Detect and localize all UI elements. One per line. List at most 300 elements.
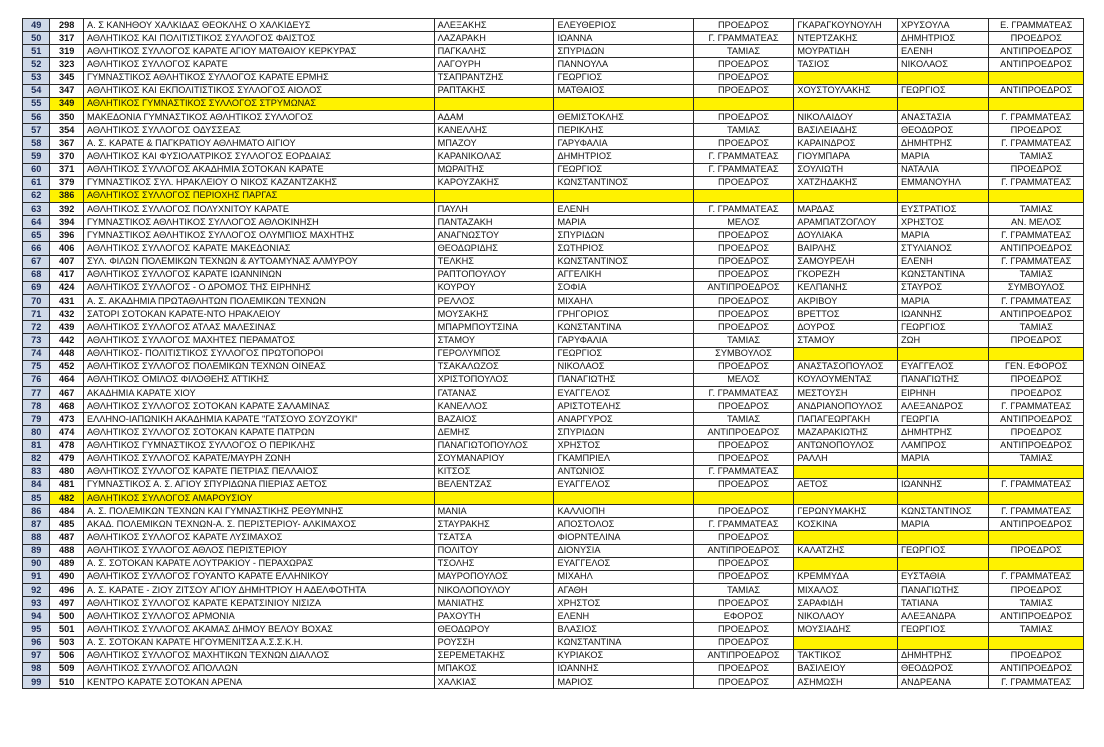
member2-role-cell: Γ. ΓΡΑΜΜΑΤΕΑΣ xyxy=(989,229,1084,242)
row-index-cell: 71 xyxy=(23,308,50,321)
member1-last-name-cell: ΤΣΟΛΗΣ xyxy=(434,557,554,570)
table-row xyxy=(23,308,1084,321)
member2-last-name-cell: ΣΤΑΜΟΥ xyxy=(794,334,898,347)
member1-role-cell: ΠΡΟΕΔΡΟΣ xyxy=(693,623,794,636)
club-name-cell: ΓΥΜΝΑΣΤΙΚΟΣ ΑΘΛΗΤΙΚΟΣ ΣΥΛΛΟΓΟΣ ΟΛΥΜΠΙΟΣ ΜΑΧΗΤΗΣ xyxy=(83,229,434,242)
club-number-cell: 488 xyxy=(50,544,84,557)
member1-role-cell: ΤΑΜΙΑΣ xyxy=(693,124,794,137)
member2-first-name-cell: ΕΛΕΝΗ xyxy=(897,255,988,268)
club-name-cell: Α. Σ. ΚΑΡΑΤΕ - ΖΙΟΥ ΖΙΤΣΟΥ ΑΓΙΟΥ ΔΗΜΗΤΡΙΟΥ Η ΑΔΕΛΦΟΤΗΤΑ xyxy=(83,584,434,597)
row-index-cell: 66 xyxy=(23,242,50,255)
member1-role-cell: ΠΡΟΕΔΡΟΣ xyxy=(693,294,794,307)
table-row xyxy=(23,124,1084,137)
member2-role-cell: Γ. ΓΡΑΜΜΑΤΕΑΣ xyxy=(989,255,1084,268)
member2-first-name-cell xyxy=(897,71,988,84)
member1-role-cell: ΕΦΟΡΟΣ xyxy=(693,610,794,623)
table-row xyxy=(23,163,1084,176)
member1-first-name-cell: ΜΙΧΑΗΛ xyxy=(554,294,693,307)
member2-last-name-cell: ΚΟΣΚΙΝΑ xyxy=(794,518,898,531)
member2-role-cell: ΣΥΜΒΟΥΛΟΣ xyxy=(989,281,1084,294)
table-row xyxy=(23,492,1084,505)
table-row xyxy=(23,58,1084,71)
club-name-cell: ΑΘΛΗΤΙΚΟΣ ΣΥΛΛΟΓΟΣ ΚΑΡΑΤΕ ΠΕΤΡΙΑΣ ΠΕΛΛΑΙΟΣ xyxy=(83,465,434,478)
member2-first-name-cell: ΔΗΜΗΤΡΗΣ xyxy=(897,137,988,150)
club-number-cell: 370 xyxy=(50,150,84,163)
member2-last-name-cell: ΚΑΡΑΙΝΔΡΟΣ xyxy=(794,137,898,150)
club-number-cell: 417 xyxy=(50,268,84,281)
club-name-cell: Α. Σ ΚΑΝΗΘΟΥ ΧΑΛΚΙΔΑΣ ΘΕΟΚΛΗΣ Ο ΧΑΛΚΙΔΕΥΣ xyxy=(83,19,434,32)
table-row xyxy=(23,386,1084,399)
member2-last-name-cell: ΧΑΤΖΗΔΑΚΗΣ xyxy=(794,176,898,189)
row-index-cell: 99 xyxy=(23,676,50,689)
member2-role-cell: ΠΡΟΕΔΡΟΣ xyxy=(989,426,1084,439)
member1-last-name-cell xyxy=(434,189,554,202)
member1-last-name-cell: ΡΕΛΛΟΣ xyxy=(434,294,554,307)
table-row xyxy=(23,255,1084,268)
club-number-cell: 485 xyxy=(50,518,84,531)
member2-role-cell: ΠΡΟΕΔΡΟΣ xyxy=(989,163,1084,176)
club-name-cell: ΜΑΚΕΔΟΝΙΑ ΓΥΜΝΑΣΤΙΚΟΣ ΑΘΛΗΤΙΚΟΣ ΣΥΛΛΟΓΟΣ xyxy=(83,110,434,123)
member1-first-name-cell: ΘΕΜΙΣΤΟΚΛΗΣ xyxy=(554,110,693,123)
row-index-cell: 85 xyxy=(23,492,50,505)
member1-first-name-cell: ΔΗΜΗΤΡΙΟΣ xyxy=(554,150,693,163)
member1-last-name-cell: ΑΛΕΞΑΚΗΣ xyxy=(434,19,554,32)
member2-last-name-cell: ΡΑΛΛΗ xyxy=(794,452,898,465)
member2-first-name-cell: ΧΡΥΣΟΥΛΑ xyxy=(897,19,988,32)
club-name-cell: ΑΘΛΗΤΙΚΟΣ ΣΥΛΛΟΓΟΣ ΣΟΤΟΚΑΝ ΚΑΡΑΤΕ ΣΑΛΑΜΙΝΑΣ xyxy=(83,400,434,413)
row-index-cell: 51 xyxy=(23,45,50,58)
row-index-cell: 82 xyxy=(23,452,50,465)
member2-role-cell: ΠΡΟΕΔΡΟΣ xyxy=(989,334,1084,347)
member2-role-cell: Γ. ΓΡΑΜΜΑΤΕΑΣ xyxy=(989,505,1084,518)
table-row xyxy=(23,505,1084,518)
table-row xyxy=(23,32,1084,45)
club-name-cell: ΣΑΤΟΡΙ ΣΟΤΟΚΑΝ ΚΑΡΑΤΕ-ΝΤΟ ΗΡΑΚΛΕΙΟΥ xyxy=(83,308,434,321)
table-row xyxy=(23,649,1084,662)
table-row xyxy=(23,19,1084,32)
club-name-cell: ΑΘΛΗΤΙΚΟΣ ΣΥΛΛΟΓΟΣ ΑΚΑΜΑΣ ΔΗΜΟΥ ΒΕΛΟΥ ΒΟΧΑΣ xyxy=(83,623,434,636)
member1-first-name-cell: ΑΠΟΣΤΟΛΟΣ xyxy=(554,518,693,531)
member2-role-cell: ΑΝΤΙΠΡΟΕΔΡΟΣ xyxy=(989,84,1084,97)
table-row xyxy=(23,347,1084,360)
club-number-cell: 345 xyxy=(50,71,84,84)
member2-role-cell: ΑΝΤΙΠΡΟΕΔΡΟΣ xyxy=(989,308,1084,321)
row-index-cell: 55 xyxy=(23,97,50,110)
member1-last-name-cell: ΓΑΤΑΝΑΣ xyxy=(434,386,554,399)
club-number-cell: 448 xyxy=(50,347,84,360)
row-index-cell: 83 xyxy=(23,465,50,478)
member2-last-name-cell: ΣΟΥΛΙΩΤΗ xyxy=(794,163,898,176)
member2-last-name-cell: ΒΑΣΙΛΕΙΟΥ xyxy=(794,662,898,675)
member2-last-name-cell: ΑΝΑΣΤΑΣΟΠΟΥΛΟΣ xyxy=(794,360,898,373)
member1-first-name-cell: ΑΡΙΣΤΟΤΕΛΗΣ xyxy=(554,400,693,413)
member1-last-name-cell: ΤΣΑΚΑΛΩΖΟΣ xyxy=(434,360,554,373)
member1-role-cell: ΠΡΟΕΔΡΟΣ xyxy=(693,229,794,242)
member1-last-name-cell: ΜΑΝΙΑΤΗΣ xyxy=(434,597,554,610)
member1-role-cell: ΠΡΟΕΔΡΟΣ xyxy=(693,676,794,689)
member1-last-name-cell: ΚΙΤΣΟΣ xyxy=(434,465,554,478)
row-index-cell: 67 xyxy=(23,255,50,268)
member1-last-name-cell: ΔΕΜΗΣ xyxy=(434,426,554,439)
member2-last-name-cell: ΝΤΕΡΤΖΑΚΗΣ xyxy=(794,32,898,45)
member2-first-name-cell: ΜΑΡΙΑ xyxy=(897,518,988,531)
member2-first-name-cell: ΣΤΑΥΡΟΣ xyxy=(897,281,988,294)
member2-first-name-cell: ΣΤΥΛΙΑΝΟΣ xyxy=(897,242,988,255)
member1-role-cell: ΠΡΟΕΔΡΟΣ xyxy=(693,452,794,465)
table-row xyxy=(23,400,1084,413)
row-index-cell: 72 xyxy=(23,321,50,334)
member1-first-name-cell: ΑΓΓΕΛΙΚΗ xyxy=(554,268,693,281)
member1-first-name-cell: ΙΩΑΝΝΑ xyxy=(554,32,693,45)
member2-first-name-cell xyxy=(897,97,988,110)
club-name-cell: Α. Σ. ΣΟΤΟΚΑΝ ΚΑΡΑΤΕ ΛΟΥΤΡΑΚΙΟΥ - ΠΕΡΑΧΩΡΑΣ xyxy=(83,557,434,570)
member1-first-name-cell: ΔΙΟΝΥΣΙΑ xyxy=(554,544,693,557)
member1-role-cell: Γ. ΓΡΑΜΜΑΤΕΑΣ xyxy=(693,150,794,163)
club-name-cell: ΚΕΝΤΡΟ ΚΑΡΑΤΕ ΣΟΤΟΚΑΝ ΑΡΕΝΑ xyxy=(83,676,434,689)
member1-last-name-cell: ΜΩΡΑΙΤΗΣ xyxy=(434,163,554,176)
club-number-cell: 424 xyxy=(50,281,84,294)
row-index-cell: 79 xyxy=(23,413,50,426)
member1-first-name-cell: ΜΑΡΙΟΣ xyxy=(554,676,693,689)
table-row xyxy=(23,45,1084,58)
club-name-cell: ΑΘΛΗΤΙΚΟΣ ΚΑΙ ΕΚΠΟΛΙΤΙΣΤΙΚΟΣ ΣΥΛΛΟΓΟΣ ΑΙΟΛΟΣ xyxy=(83,84,434,97)
member1-first-name-cell: ΚΩΝΣΤΑΝΤΙΝΟΣ xyxy=(554,176,693,189)
member2-first-name-cell: ΜΑΡΙΑ xyxy=(897,229,988,242)
member2-role-cell xyxy=(989,492,1084,505)
member1-first-name-cell: ΒΛΑΣΙΟΣ xyxy=(554,623,693,636)
member2-first-name-cell: ΓΕΩΡΓΙΑ xyxy=(897,413,988,426)
row-index-cell: 50 xyxy=(23,32,50,45)
member1-role-cell: ΠΡΟΕΔΡΟΣ xyxy=(693,71,794,84)
club-name-cell: ΑΘΛΗΤΙΚΟΣ ΣΥΛΛΟΓΟΣ ΜΑΧΗΤΕΣ ΠΕΡΑΜΑΤΟΣ xyxy=(83,334,434,347)
club-number-cell: 509 xyxy=(50,662,84,675)
member1-role-cell: ΠΡΟΕΔΡΟΣ xyxy=(693,58,794,71)
row-index-cell: 78 xyxy=(23,400,50,413)
member2-last-name-cell: ΚΕΛΠΑΝΗΣ xyxy=(794,281,898,294)
club-name-cell: ΑΘΛΗΤΙΚΟΣ ΣΥΛΛΟΓΟΣ ΟΔΥΣΣΕΑΣ xyxy=(83,124,434,137)
member1-last-name-cell: ΤΣΑΤΣΑ xyxy=(434,531,554,544)
row-index-cell: 89 xyxy=(23,544,50,557)
row-index-cell: 91 xyxy=(23,570,50,583)
club-name-cell: ΑΘΛΗΤΙΚΟΣ ΓΥΜΝΑΣΤΙΚΟΣ ΣΥΛΛΟΓΟΣ ΣΤΡΥΜΩΝΑΣ xyxy=(83,97,434,110)
member1-first-name-cell: ΕΛΕΥΘΕΡΙΟΣ xyxy=(554,19,693,32)
member2-last-name-cell: ΑΕΤΟΣ xyxy=(794,478,898,491)
member2-role-cell: Γ. ΓΡΑΜΜΑΤΕΑΣ xyxy=(989,176,1084,189)
member1-first-name-cell: ΜΙΧΑΗΛ xyxy=(554,570,693,583)
clubs-table xyxy=(22,18,1084,689)
member1-role-cell xyxy=(693,189,794,202)
member1-role-cell: ΜΕΛΟΣ xyxy=(693,216,794,229)
member2-role-cell: ΤΑΜΙΑΣ xyxy=(989,268,1084,281)
member1-last-name-cell: ΠΟΛΙΤΟΥ xyxy=(434,544,554,557)
row-index-cell: 49 xyxy=(23,19,50,32)
table-row xyxy=(23,321,1084,334)
member2-first-name-cell: ΠΑΝΑΓΙΩΤΗΣ xyxy=(897,373,988,386)
member1-role-cell: ΠΡΟΕΔΡΟΣ xyxy=(693,360,794,373)
club-number-cell: 396 xyxy=(50,229,84,242)
member2-last-name-cell: ΝΙΚΟΛΑΙΔΟΥ xyxy=(794,110,898,123)
club-name-cell: ΑΘΛΗΤΙΚΟΣ ΣΥΛΛΟΓΟΣ ΠΟΛΥΧΝΙΤΟΥ ΚΑΡΑΤΕ xyxy=(83,202,434,215)
member2-role-cell: ΤΑΜΙΑΣ xyxy=(989,202,1084,215)
table-row xyxy=(23,373,1084,386)
member2-role-cell: Γ. ΓΡΑΜΜΑΤΕΑΣ xyxy=(989,570,1084,583)
club-name-cell: ΑΘΛΗΤΙΚΟΣ ΣΥΛΛΟΓΟΣ ΑΜΑΡΟΥΣΙΟΥ xyxy=(83,492,434,505)
club-number-cell: 506 xyxy=(50,649,84,662)
member1-first-name-cell: ΙΩΑΝΝΗΣ xyxy=(554,662,693,675)
table-row xyxy=(23,426,1084,439)
member1-last-name-cell: ΣΟΥΜΑΝΑΡΙΟΥ xyxy=(434,452,554,465)
table-row xyxy=(23,584,1084,597)
member1-first-name-cell: ΕΥΑΓΓΕΛΟΣ xyxy=(554,557,693,570)
member1-role-cell: ΜΕΛΟΣ xyxy=(693,373,794,386)
row-index-cell: 75 xyxy=(23,360,50,373)
club-number-cell: 464 xyxy=(50,373,84,386)
row-index-cell: 61 xyxy=(23,176,50,189)
club-number-cell: 371 xyxy=(50,163,84,176)
member2-role-cell xyxy=(989,531,1084,544)
member2-last-name-cell xyxy=(794,557,898,570)
table-row xyxy=(23,97,1084,110)
table-row xyxy=(23,334,1084,347)
table-body xyxy=(23,19,1084,689)
member1-role-cell: ΠΡΟΕΔΡΟΣ xyxy=(693,308,794,321)
member2-last-name-cell: ΓΙΟΥΜΠΑΡΑ xyxy=(794,150,898,163)
member1-last-name-cell: ΑΝΑΓΝΩΣΤΟΥ xyxy=(434,229,554,242)
member2-first-name-cell: ΑΝΑΣΤΑΣΙΑ xyxy=(897,110,988,123)
table-row xyxy=(23,242,1084,255)
member1-last-name-cell: ΧΡΙΣΤΟΠΟΥΛΟΣ xyxy=(434,373,554,386)
member1-role-cell: ΠΡΟΕΔΡΟΣ xyxy=(693,321,794,334)
member2-last-name-cell xyxy=(794,71,898,84)
member1-first-name-cell: ΓΚΑΜΠΡΙΕΛ xyxy=(554,452,693,465)
member1-last-name-cell: ΚΟΥΡΟΥ xyxy=(434,281,554,294)
club-number-cell: 468 xyxy=(50,400,84,413)
club-number-cell: 317 xyxy=(50,32,84,45)
member2-first-name-cell xyxy=(897,347,988,360)
member2-first-name-cell: ΕΥΑΓΓΕΛΟΣ xyxy=(897,360,988,373)
club-number-cell: 473 xyxy=(50,413,84,426)
member1-last-name-cell: ΜΟΥΣΑΚΗΣ xyxy=(434,308,554,321)
member1-first-name-cell: ΓΡΗΓΟΡΙΟΣ xyxy=(554,308,693,321)
member1-first-name-cell: ΧΡΗΣΤΟΣ xyxy=(554,439,693,452)
member1-last-name-cell: ΓΕΡΟΛΥΜΠΟΣ xyxy=(434,347,554,360)
club-number-cell: 392 xyxy=(50,202,84,215)
member2-role-cell: ΠΡΟΕΔΡΟΣ xyxy=(989,32,1084,45)
member2-first-name-cell: ΓΕΩΡΓΙΟΣ xyxy=(897,321,988,334)
member1-first-name-cell: ΠΑΝΝΟΥΛΑ xyxy=(554,58,693,71)
table-row xyxy=(23,137,1084,150)
club-number-cell: 489 xyxy=(50,557,84,570)
club-name-cell: ΑΚΑΔΗΜΙΑ ΚΑΡΑΤΕ ΧΙΟΥ xyxy=(83,386,434,399)
club-name-cell: ΑΘΛΗΤΙΚΟΣ ΣΥΛΛΟΓΟΣ ΑΤΛΑΣ ΜΑΛΕΣΙΝΑΣ xyxy=(83,321,434,334)
member2-role-cell xyxy=(989,465,1084,478)
club-name-cell: ΑΘΛΗΤΙΚΟΣ ΟΜΙΛΟΣ ΦΙΛΟΘΕΗΣ ΑΤΤΙΚΗΣ xyxy=(83,373,434,386)
member2-first-name-cell: ΙΩΑΝΝΗΣ xyxy=(897,308,988,321)
member1-role-cell: ΤΑΜΙΑΣ xyxy=(693,413,794,426)
member1-first-name-cell: ΜΑΡΙΑ xyxy=(554,216,693,229)
member1-role-cell: ΠΡΟΕΔΡΟΣ xyxy=(693,268,794,281)
club-number-cell: 490 xyxy=(50,570,84,583)
member2-last-name-cell: ΚΟΥΛΟΥΜΕΝΤΑΣ xyxy=(794,373,898,386)
table-row xyxy=(23,229,1084,242)
member2-first-name-cell xyxy=(897,531,988,544)
member1-role-cell: ΠΡΟΕΔΡΟΣ xyxy=(693,84,794,97)
club-number-cell: 484 xyxy=(50,505,84,518)
member2-last-name-cell: ΔΟΥΡΟΣ xyxy=(794,321,898,334)
member2-first-name-cell: ΕΙΡΗΝΗ xyxy=(897,386,988,399)
club-number-cell: 500 xyxy=(50,610,84,623)
club-name-cell: ΑΘΛΗΤΙΚΟΣ ΣΥΛΛΟΓΟΣ ΑΡΜΟΝΙΑ xyxy=(83,610,434,623)
member2-last-name-cell xyxy=(794,636,898,649)
member1-last-name-cell: ΘΕΟΔΩΡΟΥ xyxy=(434,623,554,636)
member1-last-name-cell: ΣΤΑΥΡΑΚΗΣ xyxy=(434,518,554,531)
club-name-cell: ΑΘΛΗΤΙΚΟΣ ΚΑΙ ΠΟΛΙΤΙΣΤΙΚΟΣ ΣΥΛΛΟΓΟΣ ΦΑΙΣΤΟΣ xyxy=(83,32,434,45)
table-row xyxy=(23,518,1084,531)
member2-role-cell: Γ. ΓΡΑΜΜΑΤΕΑΣ xyxy=(989,676,1084,689)
club-name-cell: ΑΚΑΔ. ΠΟΛΕΜΙΚΩΝ ΤΕΧΝΩΝ-Α. Σ. ΠΕΡΙΣΤΕΡΙΟΥ- ΑΛΚΙΜΑΧΟΣ xyxy=(83,518,434,531)
member1-first-name-cell: ΝΙΚΟΛΑΟΣ xyxy=(554,360,693,373)
row-index-cell: 77 xyxy=(23,386,50,399)
member2-last-name-cell: ΜΟΥΣΙΑΔΗΣ xyxy=(794,623,898,636)
member1-role-cell xyxy=(693,97,794,110)
member1-role-cell xyxy=(693,492,794,505)
member1-last-name-cell: ΠΑΝΑΓΙΩΤΟΠΟΥΛΟΣ xyxy=(434,439,554,452)
club-name-cell: ΓΥΜΝΑΣΤΙΚΟΣ ΣΥΛ. ΗΡΑΚΛΕΙΟΥ Ο ΝΙΚΟΣ ΚΑΖΑΝΤΖΑΚΗΣ xyxy=(83,176,434,189)
table-row xyxy=(23,623,1084,636)
member1-first-name-cell: ΧΡΗΣΤΟΣ xyxy=(554,597,693,610)
table-row xyxy=(23,176,1084,189)
club-name-cell: ΑΘΛΗΤΙΚΟΣ ΣΥΛΛΟΓΟΣ ΠΟΛΕΜΙΚΩΝ ΤΕΧΝΩΝ ΟΙΝΕΑΣ xyxy=(83,360,434,373)
member2-first-name-cell: ΓΕΩΡΓΙΟΣ xyxy=(897,84,988,97)
member2-last-name-cell: ΣΑΡΑΦΙΔΗ xyxy=(794,597,898,610)
member2-role-cell xyxy=(989,189,1084,202)
member1-first-name-cell: ΑΓΑΘΗ xyxy=(554,584,693,597)
table-row xyxy=(23,570,1084,583)
club-number-cell: 479 xyxy=(50,452,84,465)
member1-first-name-cell: ΦΙΟΡΝΤΕΛΙΝΑ xyxy=(554,531,693,544)
member1-role-cell: ΠΡΟΕΔΡΟΣ xyxy=(693,531,794,544)
row-index-cell: 84 xyxy=(23,478,50,491)
member2-role-cell: ΠΡΟΕΔΡΟΣ xyxy=(989,544,1084,557)
member2-last-name-cell: ΔΟΥΛΙΑΚΑ xyxy=(794,229,898,242)
member2-role-cell: ΓΕΝ. ΕΦΟΡΟΣ xyxy=(989,360,1084,373)
club-name-cell: ΑΘΛΗΤΙΚΟΣ ΣΥΛΛΟΓΟΣ ΚΑΡΑΤΕ ΑΓΙΟΥ ΜΑΤΘΑΙΟΥ ΚΕΡΚΥΡΑΣ xyxy=(83,45,434,58)
member1-role-cell: ΠΡΟΕΔΡΟΣ xyxy=(693,176,794,189)
member1-first-name-cell: ΚΩΝΣΤΑΝΤΙΝΑ xyxy=(554,636,693,649)
member2-first-name-cell: ΜΑΡΙΑ xyxy=(897,294,988,307)
member2-first-name-cell: ΤΑΤΙΑΝΑ xyxy=(897,597,988,610)
member2-role-cell: ΑΝΤΙΠΡΟΕΔΡΟΣ xyxy=(989,518,1084,531)
member1-first-name-cell xyxy=(554,492,693,505)
club-name-cell: Α. Σ. ΣΟΤΟΚΑΝ ΚΑΡΑΤΕ ΗΓΟΥΜΕΝΙΤΣΑ Α.Σ.Σ.Κ.Η. xyxy=(83,636,434,649)
member2-last-name-cell: ΒΑΣΙΛΕΙΑΔΗΣ xyxy=(794,124,898,137)
club-name-cell: ΑΘΛΗΤΙΚΟΣ ΣΥΛΛΟΓΟΣ ΓΟΥΑΝΤΟ ΚΑΡΑΤΕ ΕΛΛΗΝΙΚΟΥ xyxy=(83,570,434,583)
member2-role-cell: Ε. ΓΡΑΜΜΑΤΕΑΣ xyxy=(989,19,1084,32)
row-index-cell: 97 xyxy=(23,649,50,662)
member1-first-name-cell: ΜΑΤΘΑΙΟΣ xyxy=(554,84,693,97)
member1-role-cell: Γ. ΓΡΑΜΜΑΤΕΑΣ xyxy=(693,202,794,215)
member2-first-name-cell: ΓΕΩΡΓΙΟΣ xyxy=(897,544,988,557)
club-number-cell: 386 xyxy=(50,189,84,202)
member2-first-name-cell: ΔΗΜΗΤΡΗΣ xyxy=(897,649,988,662)
member2-first-name-cell: ΘΕΟΔΩΡΟΣ xyxy=(897,124,988,137)
club-name-cell: Α. Σ. ΚΑΡΑΤΕ & ΠΑΓΚΡΑΤΙΟΥ ΑΘΛΗΜΑΤΟ ΑΙΓΙΟΥ xyxy=(83,137,434,150)
member2-role-cell: ΑΝΤΙΠΡΟΕΔΡΟΣ xyxy=(989,439,1084,452)
club-name-cell: ΑΘΛΗΤΙΚΟΣ ΣΥΛΛΟΓΟΣ ΑΠΟΛΛΩΝ xyxy=(83,662,434,675)
member2-last-name-cell: ΜΙΧΑΛΟΣ xyxy=(794,584,898,597)
member2-role-cell: ΑΝΤΙΠΡΟΕΔΡΟΣ xyxy=(989,45,1084,58)
member2-first-name-cell: ΑΛΕΞΑΝΔΡΟΣ xyxy=(897,400,988,413)
table-row xyxy=(23,216,1084,229)
member2-first-name-cell: ΔΗΜΗΤΡΙΟΣ xyxy=(897,32,988,45)
member2-first-name-cell: ΝΑΤΑΛΙΑ xyxy=(897,163,988,176)
member2-first-name-cell: ΑΛΕΞΑΝΔΡΑ xyxy=(897,610,988,623)
member2-first-name-cell xyxy=(897,492,988,505)
member1-first-name-cell: ΠΕΡΙΚΛΗΣ xyxy=(554,124,693,137)
member2-last-name-cell: ΓΚΟΡΕΖΗ xyxy=(794,268,898,281)
member2-first-name-cell: ΚΩΝΣΤΑΝΤΙΝΑ xyxy=(897,268,988,281)
member2-role-cell xyxy=(989,347,1084,360)
row-index-cell: 86 xyxy=(23,505,50,518)
club-name-cell: ΑΘΛΗΤΙΚΟΣ ΣΥΛΛΟΓΟΣ ΑΚΑΔΗΜΙΑ ΣΟΤΟΚΑΝ ΚΑΡΑΤΕ xyxy=(83,163,434,176)
club-name-cell: ΑΘΛΗΤΙΚΟΣ- ΠΟΛΙΤΙΣΤΙΚΟΣ ΣΥΛΛΟΓΟΣ ΠΡΩΤΟΠΟΡΟΙ xyxy=(83,347,434,360)
table-row xyxy=(23,189,1084,202)
row-index-cell: 54 xyxy=(23,84,50,97)
row-index-cell: 56 xyxy=(23,110,50,123)
table-row xyxy=(23,676,1084,689)
member1-last-name-cell: ΛΑΓΟΥΡΗ xyxy=(434,58,554,71)
member1-first-name-cell: ΕΥΑΓΓΕΛΟΣ xyxy=(554,478,693,491)
member1-first-name-cell: ΠΑΝΑΓΙΩΤΗΣ xyxy=(554,373,693,386)
club-name-cell: ΓΥΜΝΑΣΤΙΚΟΣ ΑΘΛΗΤΙΚΟΣ ΣΥΛΛΟΓΟΣ ΚΑΡΑΤΕ ΕΡΜΗΣ xyxy=(83,71,434,84)
member1-last-name-cell: ΠΑΓΚΑΛΗΣ xyxy=(434,45,554,58)
member2-last-name-cell: ΜΑΖΑΡΑΚΙΩΤΗΣ xyxy=(794,426,898,439)
club-number-cell: 474 xyxy=(50,426,84,439)
table-row xyxy=(23,597,1084,610)
row-index-cell: 68 xyxy=(23,268,50,281)
member2-first-name-cell: ΕΜΜΑΝΟΥΗΛ xyxy=(897,176,988,189)
member2-first-name-cell: ΚΩΝΣΤΑΝΤΙΝΟΣ xyxy=(897,505,988,518)
member2-last-name-cell: ΑΡΑΜΠΑΤΖΟΓΛΟΥ xyxy=(794,216,898,229)
table-row xyxy=(23,413,1084,426)
member1-last-name-cell: ΣΤΑΜΟΥ xyxy=(434,334,554,347)
club-number-cell: 481 xyxy=(50,478,84,491)
row-index-cell: 93 xyxy=(23,597,50,610)
club-number-cell: 497 xyxy=(50,597,84,610)
row-index-cell: 70 xyxy=(23,294,50,307)
member2-last-name-cell xyxy=(794,97,898,110)
member2-first-name-cell: ΜΑΡΙΑ xyxy=(897,150,988,163)
table-row xyxy=(23,150,1084,163)
club-name-cell: ΑΘΛΗΤΙΚΟΣ ΣΥΛΛΟΓΟΣ ΚΑΡΑΤΕ ΙΩΑΝΝΙΝΩΝ xyxy=(83,268,434,281)
member1-role-cell: Γ. ΓΡΑΜΜΑΤΕΑΣ xyxy=(693,32,794,45)
club-number-cell: 319 xyxy=(50,45,84,58)
club-name-cell: Α. Σ. ΑΚΑΔΗΜΙΑ ΠΡΩΤΑΘΛΗΤΩΝ ΠΟΛΕΜΙΚΩΝ ΤΕΧΝΩΝ xyxy=(83,294,434,307)
club-number-cell: 323 xyxy=(50,58,84,71)
member2-role-cell: ΤΑΜΙΑΣ xyxy=(989,452,1084,465)
member1-first-name-cell: ΓΑΡΥΦΑΛΙΑ xyxy=(554,334,693,347)
member2-first-name-cell: ΝΙΚΟΛΑΟΣ xyxy=(897,58,988,71)
member2-last-name-cell: ΑΝΔΡΙΑΝΟΠΟΥΛΟΣ xyxy=(794,400,898,413)
member2-role-cell: Γ. ΓΡΑΜΜΑΤΕΑΣ xyxy=(989,137,1084,150)
club-name-cell: ΑΘΛΗΤΙΚΟΣ ΣΥΛΛΟΓΟΣ ΑΘΛΟΣ ΠΕΡΙΣΤΕΡΙΟΥ xyxy=(83,544,434,557)
club-name-cell: ΑΘΛΗΤΙΚΟΣ ΣΥΛΛΟΓΟΣ - Ο ΔΡΟΜΟΣ ΤΗΣ ΕΙΡΗΝΗΣ xyxy=(83,281,434,294)
member2-last-name-cell xyxy=(794,189,898,202)
member1-last-name-cell: ΜΑΝΙΑ xyxy=(434,505,554,518)
member1-last-name-cell: ΜΑΥΡΟΠΟΥΛΟΣ xyxy=(434,570,554,583)
member1-first-name-cell: ΕΛΕΝΗ xyxy=(554,202,693,215)
member2-role-cell: Γ. ΓΡΑΜΜΑΤΕΑΣ xyxy=(989,478,1084,491)
